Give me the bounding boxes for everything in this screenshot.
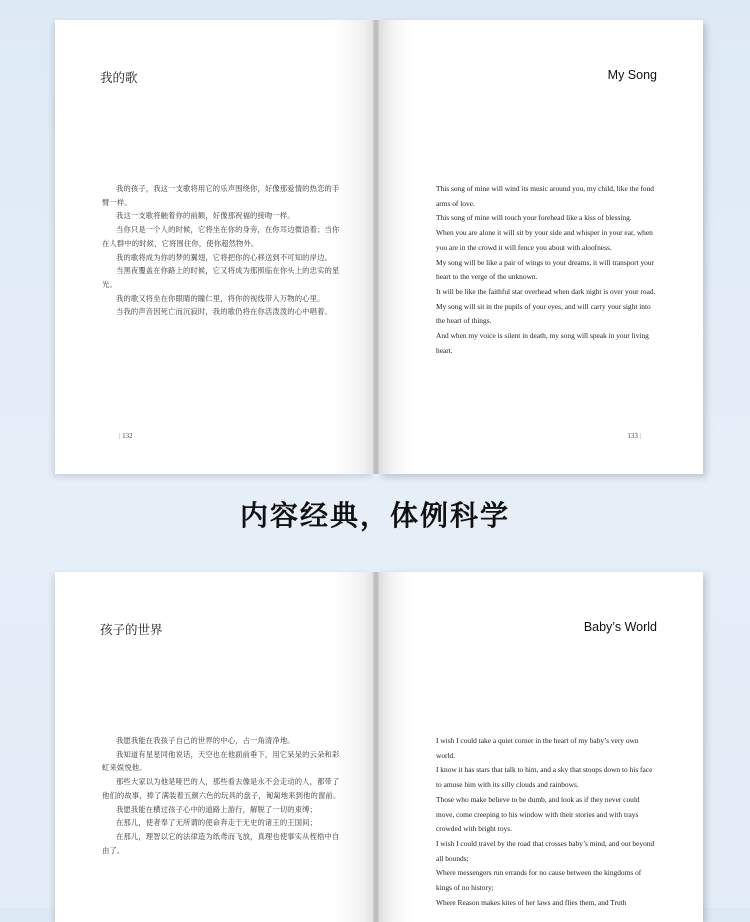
poem-body-cn — [102, 182, 345, 319]
poem-line: This song of mine will wind its music around you, my child, like the fond arms of love. — [436, 184, 655, 208]
page-title-cn: 孩子的世界 — [100, 622, 163, 637]
poem-paragraph: 我愿我能在横过孩子心中的道路上游行，解脱了一切的束缚； — [116, 804, 318, 814]
poem-paragraph: 在那儿，理智以它的法律造为纸鸢而飞放，真理也使事实从桎梏中自由了。 — [102, 831, 340, 855]
poem-line: And when my voice is silent in death, my song will speak in your living heart. — [436, 331, 649, 355]
section-caption: 内容经典，体例科学 — [239, 499, 510, 532]
page-title-en: Baby’s World — [583, 620, 657, 634]
book-spread-top — [55, 20, 703, 474]
page-title-cn: 我的歌 — [100, 70, 138, 85]
left-page — [55, 572, 373, 922]
poem-line: This song of mine will touch your forehead like a kiss of blessing. — [436, 213, 632, 223]
page-number: 133 | — [627, 432, 641, 440]
poem-line: My song will sit in the pupils of your eyes, and will carry your sight into the heart of things. — [436, 301, 651, 326]
poem-paragraph: 我知道有星星同他说话，天空也在他面前垂下，用它呆呆的云朵和彩虹来娱悦他。 — [102, 749, 340, 773]
poem-paragraph: 在那儿，使者奉了无所谓的使命奔走于无史的诸王的王国间； — [116, 818, 318, 828]
poem-paragraph: 当我的声音因死亡而沉寂时，我的歌仍将在你活泼泼的心中唱着。 — [116, 307, 332, 317]
page-title-en: My Song — [607, 68, 657, 82]
poem-paragraph: 我的歌将成为你的梦的翼翅，它将把你的心移送到不可知的岸边。 — [116, 252, 332, 262]
poem-body-en — [436, 182, 659, 358]
poem-paragraph: 我愿我能在我孩子自己的世界的中心，占一角清净地。 — [116, 736, 295, 745]
right-page-133 — [379, 20, 703, 474]
poem-paragraph: 我的歌又将坐在你眼睛的瞳仁里，将你的视线带入万物的心里。 — [116, 293, 325, 303]
poem-line: I wish I could travel by the road that crosses baby’s mind, and out beyond all bounds; — [436, 838, 655, 863]
poem-paragraph: 我这一支歌将触着你的前额，好像那祝福的接吻一样。 — [116, 211, 295, 221]
poem-paragraph: 那些大家以为他是哑巴的人，那些看去像是永不会走动的人，都带了他们的故事，捧了满装着五颜六色的玩具的盘子，匍匐地来到他的窗前。 — [102, 777, 341, 800]
poem-body-en — [436, 734, 659, 910]
poem-line: Where messengers run errands for no cause between the kingdoms of kings of no history; — [436, 868, 642, 893]
poem-line: It will be like the faithful star overhead when dark night is over your road. — [436, 286, 656, 296]
right-page — [379, 572, 703, 922]
poem-line: My song will be like a pair of wings to your dreams, it will transport your heart to the verge of the unknown. — [436, 257, 654, 282]
poem-line: Those who make believe to be dumb, and look as if they never could move, come creeping to his window with their stories and with trays crowded with bright toys. — [436, 794, 640, 834]
poem-paragraph: 当黑夜覆盖在你路上的时候，它又将成为那照临在你头上的忠实的星光。 — [102, 266, 340, 289]
poem-line: I wish I could take a quiet corner in the heart of my baby’s very own world. — [436, 736, 639, 760]
page-number: | 132 — [119, 432, 133, 440]
poem-paragraph: 当你只是一个人的时候，它将坐在你的身旁，在你耳边微语着；当你在人群中的时候，它将围住你，使你超然物外。 — [102, 225, 340, 248]
book-spread-bottom — [55, 572, 703, 922]
left-page-132 — [55, 20, 373, 474]
poem-line: Where Reason makes kites of her laws and flies them, and Truth — [436, 897, 627, 907]
poem-paragraph: 我的孩子，我这一支歌将用它的乐声围绕你，好像那爱情的热恋的手臂一样。 — [102, 184, 340, 207]
poem-line: When you are alone it will sit by your side and whisper in your ear, when you are in the crowd it will fence you about with aloofness. — [436, 228, 653, 252]
poem-line: I know it has stars that talk to him, and a sky that stoops down to his face to amuse him with its silly clouds and rainbows. — [436, 765, 653, 790]
poem-body-cn — [102, 734, 345, 857]
